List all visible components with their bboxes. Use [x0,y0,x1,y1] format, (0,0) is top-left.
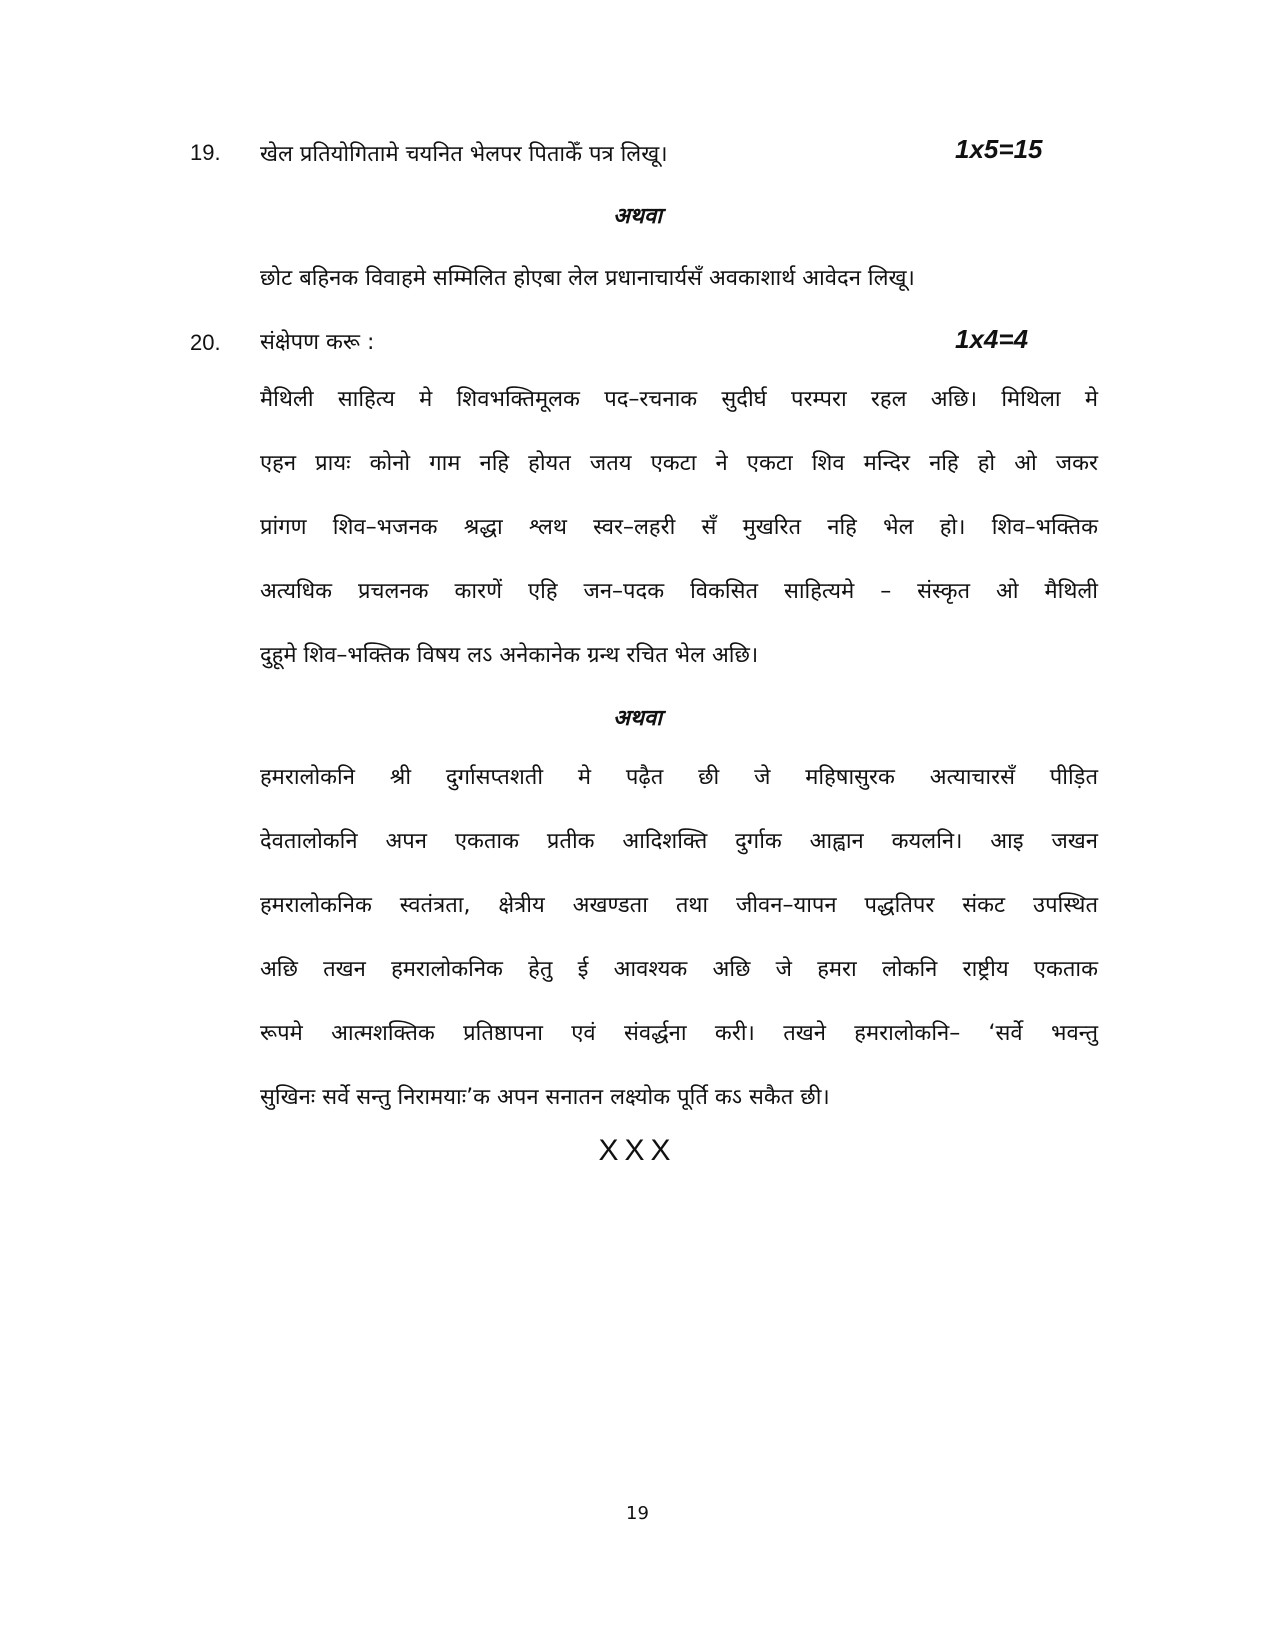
question-19-text: खेल प्रतियोगितामे चयनित भेलपर पिताकेँ पत्र लिखू। [260,142,668,167]
page-number: 19 [626,1503,649,1524]
question-20-passage-1 [260,368,1098,688]
question-20-marks: 1x4=4 [955,324,1029,354]
question-19-alt-text: छोट बहिनक विवाहमे सम्मिलित होएबा लेल प्रधानाचार्यसँ अवकाशार्थ आवेदन लिखू। [260,266,915,291]
passage-1-line: दुहूमे शिव–भक्तिक विषय लऽ अनेकानेक ग्रन्थ रचित भेल अछि। [260,643,759,668]
passage-2-line: देवतालोकनि अपन एकताक प्रतीक आदिशक्ति दुर्गाक आह्वान कयलनि। आइ जखन [260,829,1098,854]
passage-2-line: रूपमे आत्मशक्तिक प्रतिष्ठापना एवं संवर्द्धना करी। तखने हमरालोकनि– ‘सर्वे भवन्तु [260,1021,1098,1046]
passage-2-line: सुखिनः सर्वे सन्तु निरामयाः’क अपन सनातन लक्ष्योक पूर्ति कऽ सकैत छी। [260,1085,830,1110]
passage-2-line: हमरालोकनिक स्वतंत्रता, क्षेत्रीय अखण्डता तथा जीवन–यापन पद्धतिपर संकट उपस्थित [260,893,1098,918]
question-20-number: 20. [190,330,221,355]
passage-1-line: अत्यधिक प्रचलनक कारणें एहि जन–पदक विकसित साहित्यमे – संस्कृत ओ मैथिली [260,579,1098,604]
passage-2-line: अछि तखन हमरालोकनिक हेतु ई आवश्यक अछि जे हमरा लोकनि राष्ट्रीय एकताक [260,957,1098,982]
question-19-marks: 1x5=15 [955,134,1043,164]
passage-2-line: हमरालोकनि श्री दुर्गासप्तशती मे पढ़ैत छी जे महिषासुरक अत्याचारसँ पीड़ित [260,765,1098,790]
passage-1-line: मैथिली साहित्य मे शिवभक्तिमूलक पद–रचनाक सुदीर्घ परम्परा रहल अछि। मिथिला मे [260,387,1098,412]
question-19-number: 19. [190,140,221,165]
question-19-or-label: अथवा [613,204,662,229]
question-20-passage-2 [260,746,1098,1130]
question-20-or-label: अथवा [613,706,662,731]
passage-1-line: प्रांगण शिव–भजनक श्रद्धा श्लथ स्वर–लहरी सँ मुखरित नहि भेल हो। शिव–भक्तिक [260,515,1098,540]
end-mark: XXX [598,1134,677,1167]
passage-1-line: एहन प्रायः कोनो गाम नहि होयत जतय एकटा ने एकटा शिव मन्दिर नहि हो ओ जकर [260,451,1098,476]
question-20-text: संक्षेपण करू : [260,330,375,355]
